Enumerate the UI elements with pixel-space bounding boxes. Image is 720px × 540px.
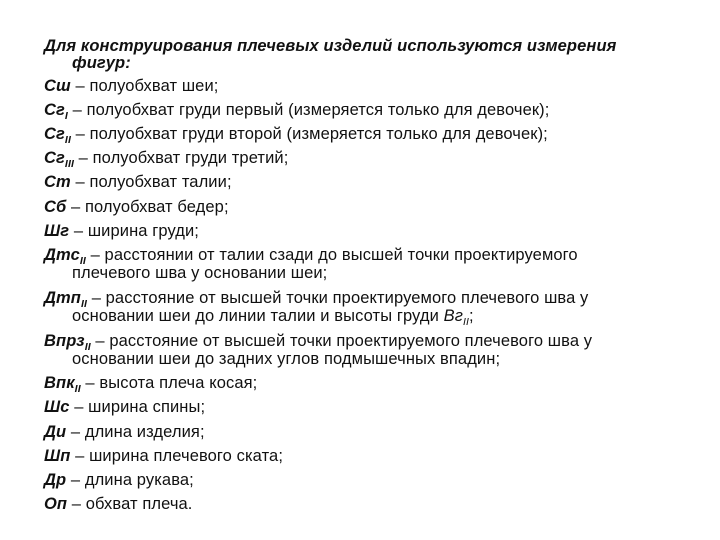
measure-sub: I [64,110,68,122]
measure-op [44,494,192,514]
measure-text: – ширина спины; [69,398,206,416]
measure-shg [44,221,199,241]
measure-text: – полуобхват бедер; [66,198,229,216]
intro-line-1: Для конструирования плечевых изделий используются измерения [44,37,617,55]
measure-abbr: Сг [44,101,65,119]
measure-abbr: Дтп [44,289,81,307]
measure-abbr: Ст [44,173,71,191]
measure-sub: III [64,158,74,170]
measure-text: – ширина груди; [69,222,199,240]
measure-abbr: Шп [44,447,71,465]
measure-sh [44,76,218,96]
measure-sub: II [84,341,91,353]
measure-text: – полуобхват груди второй (измеряется только для девочек); [70,125,548,143]
intro-line-2: фигур: [72,54,131,72]
measure-abbr: Др [44,471,67,489]
measure-abbr: Сг [44,149,65,167]
measure-text: – ширина плечевого ската; [70,447,284,465]
measure-text: – полуобхват шеи; [70,77,219,95]
measure-sg3 [44,148,288,174]
measure-cont-end: ; [468,307,474,325]
measure-vprz-cont: основании шеи до задних углов подмышечных впадин; [72,350,501,368]
measure-abbr: Оп [44,495,68,513]
measure-st [44,172,232,192]
measure-sg1 [44,100,549,126]
measure-abbr: Сг [44,125,65,143]
measure-abbr: Дтс [44,246,80,264]
measure-dtp-cont [72,306,474,332]
measure-text: – высота плеча косая; [80,374,258,392]
measure-sub: II [80,298,88,310]
measure-text: – длина изделия; [66,423,205,441]
measure-sg2 [44,124,548,150]
measure-sub: II [74,383,81,395]
measure-abbr: Впрз [44,332,85,350]
measure-sub: II [79,255,86,267]
measure-abbr: Сш [44,77,71,95]
measure-text: – полуобхват талии; [70,173,232,191]
measure-sub: II [64,134,71,146]
measure-shs [44,397,205,417]
measure-abbr: Ди [44,423,67,441]
measure-abbr: Шг [44,222,70,240]
measure-cont-text: основании шеи до линии талии и высоты груди [72,307,444,325]
measure-shp [44,446,283,466]
measure-abbr: Впк [44,374,75,392]
measure-dr [44,470,194,490]
measure-text: – расстоянии от талии сзади до высшей точки проектируемого [85,246,578,264]
measure-text: – длина рукава; [66,471,194,489]
measure-cont-sub: II [462,316,469,328]
measure-sb [44,197,229,217]
measure-dts-cont: плечевого шва у основании шеи; [72,264,328,282]
measure-text: – полуобхват груди первый (измеряется только для девочек); [67,101,550,119]
measure-text: – расстояние от высшей точки проектируемого плечевого шва у [87,289,589,307]
measure-text: – расстояние от высшей точки проектируемого плечевого шва у [90,332,593,350]
measure-abbr: Шс [44,398,70,416]
measure-di [44,422,205,442]
measure-text: – обхват плеча. [67,495,193,513]
measure-vpk [44,373,257,399]
measure-cont-abbr: Вг [443,307,463,325]
measure-text: – полуобхват груди третий; [73,149,289,167]
measure-abbr: Сб [44,198,67,216]
